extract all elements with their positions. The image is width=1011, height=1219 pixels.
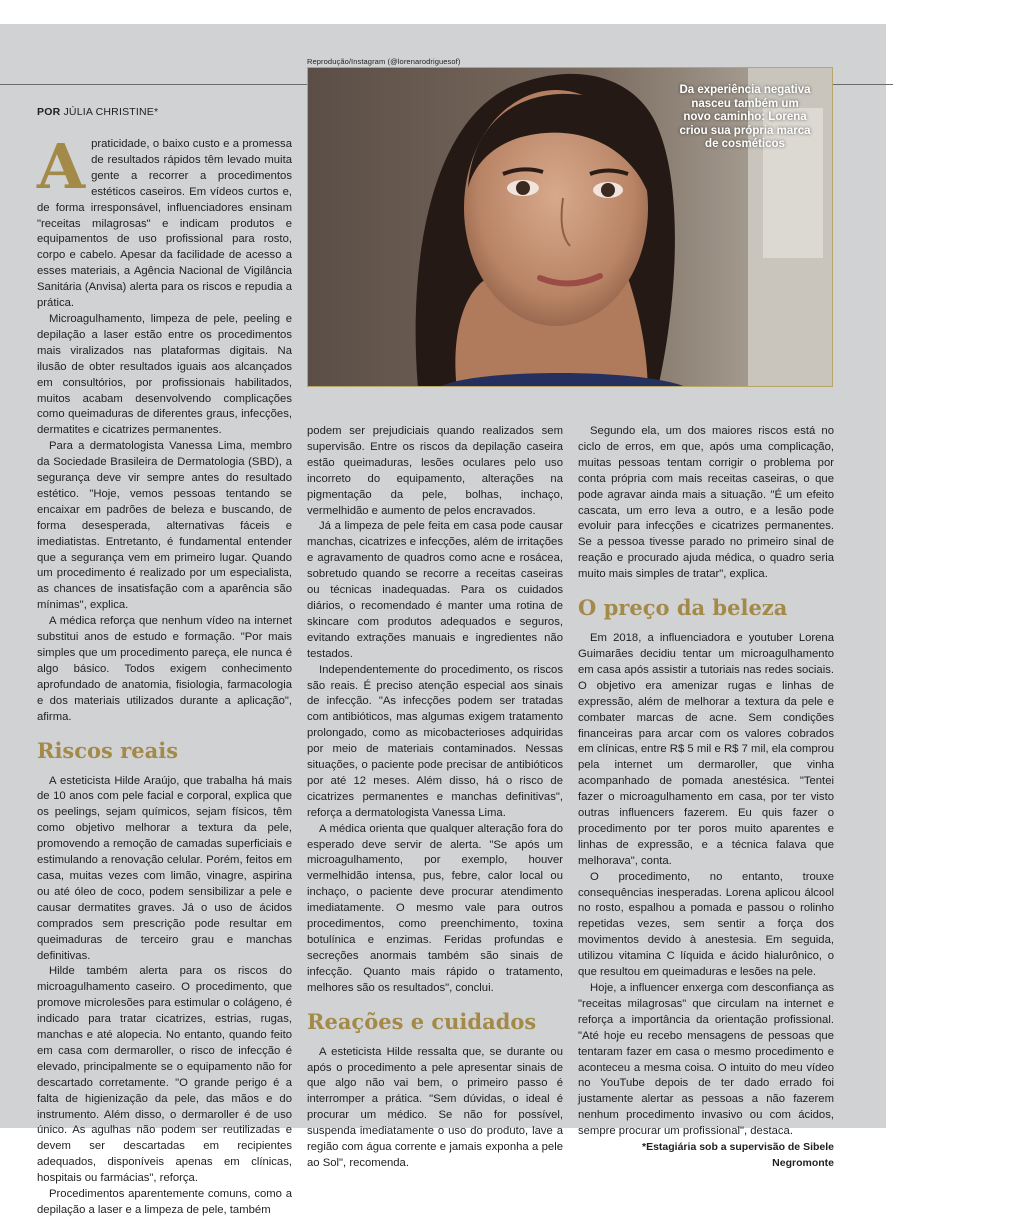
section-heading-preco: O preço da beleza — [578, 595, 788, 621]
paragraph: A esteticista Hilde Araújo, que trabalha há mais de 10 anos com pele facial e corporal, explica que os peelings, sejam químicos, sejam físicos, têm como objetivo melhorar a textura da pele, promovendo a remoção de camadas superficiais e estimulando a renovação celular. Porém, feitos em casa, muitas vezes com limão, vinagre, aspirina ou até óleo de coco, podem sensibilizar a pele e causar dermatites graves. Já o uso de ácidos comprados sem prescrição pode resultar em queimaduras de terceiro grau e manchas definitivas. — [37, 774, 292, 962]
photo-caption: Da experiência negativa nasceu também um novo caminho: Lorena criou sua própria marca de cosméticos — [679, 84, 811, 150]
paragraph: O procedimento, no entanto, trouxe consequências inesperadas. Lorena aplicou álcool no rosto, espalhou a pomada e passou o rolinho repetidas vezes, sem sentir a força dos movimentos devido à anestesia. Em seguida, utilizou vitamina C líquida e ácido hialurônico, o que resultou em queimaduras e lesões na pele. — [578, 870, 834, 979]
paragraph: Microagulhamento, limpeza de pele, peeling e depilação a laser estão entre os procedimentos mais viralizados nas plataformas digitais. Na ilusão de obter resultados iguais aos alcançados em consultórios, por profissionais habilitados, muitos acabam desenvolvendo complicações como queimaduras de diferentes graus, infecções, dermatites e cicatrizes permanentes. — [37, 312, 292, 437]
section-heading-reacoes: Reações e cuidados — [307, 1008, 537, 1034]
top-rule-right — [833, 84, 893, 85]
byline-name: JÚLIA CHRISTINE* — [63, 106, 159, 118]
paragraph: Em 2018, a influenciadora e youtuber Lorena Guimarães decidiu tentar um microagulhamento em casa após assistir a tutoriais nas redes sociais. O objetivo era amenizar rugas e linhas de expressão, além de melhorar a textura da pele e combater marcas de acne. Sem condições financeiras para arcar com os valores cobrados em clínicas, entre R$ 5 mil e R$ 7 mil, ela comprou pela internet um dermaroller, que vinha acompanhado de pomada anestésica. "Tentei fazer o microagulhamento em casa, por ter visto outras influencers fazerem. Eu quis fazer o procedimento por ter poros muito aparentes e linhas de expressão, e a técnica falava que melhorava", conta. — [578, 632, 834, 867]
lead-text: praticidade, o baixo custo e a promessa de resultados rápidos têm levado muita gente a recorrer a procedimentos estéticos caseiros. Em vídeos curtos e, de forma irresponsável, influenciadores ensinam "receitas milagrosas" e indicam produtos e equipamentos de uso profissional para rosto, corpo e cabelo. Apesar da facilidade de acesso a esses materiais, a Agência Nacional de Vigilância Sanitária (Anvisa) alerta para os riscos e repudia a prática. — [37, 138, 292, 310]
drop-cap: A — [37, 130, 86, 203]
byline — [37, 106, 158, 118]
paragraph: Hilde também alerta para os riscos do microagulhamento caseiro. O procedimento, que promove microlesões para estimular o colágeno, é indicado para tratar cicatrizes, estrias, rugas, manchas e até alopecia. No entanto, quando feito em casa com dermaroller, o risco de infecção é elevado, principalmente se o equipamento não for descartado corretamente. "O grande perigo é a falta de higienização da pele, das mãos e do instrumento. Além disso, o dermaroller é de uso único. As agulhas não podem ser reutilizadas e devem ser descartadas em recipientes adequados, disponíveis apenas em clínicas, hospitais ou farmácias", reforça. — [37, 965, 292, 1185]
paragraph: Segundo ela, um dos maiores riscos está no ciclo de erros, em que, após uma complicação, muitas pessoas tentam corrigir o problema por conta própria com mais receitas caseiras, o que pode agravar ainda mais a situação. "É um efeito cascata, um erro leva a outro, e a lesão pode evoluir para infecções e cicatrizes permanentes. Se a pessoa tivesse parado no primeiro sinal de reação e procurado ajuda médica, o quadro seria muito mais simples de tratar", explica. — [578, 425, 834, 581]
lead-paragraph — [37, 130, 292, 312]
article-column-3 — [578, 424, 834, 1172]
photo-credit: Reprodução/Instagram (@lorenarodriguesof) — [307, 57, 461, 66]
paragraph: Procedimentos aparentemente comuns, como a depilação a laser e a limpeza de pele, também — [37, 1188, 292, 1216]
paragraph: A médica orienta que qualquer alteração fora do esperado deve servir de alerta. "Se após um microagulhamento, por exemplo, houver vermelhidão intensa, pus, febre, calor local ou inchaço, o paciente deve procurar atendimento imediatamente. O mesmo vale para outros procedimentos, como preenchimento, toxina botulínica e enzimas. Feridas profundas e secreções anormais também são sinais de infecção. Quanto mais rápido o tratamento, melhores são os resultados", conclui. — [307, 822, 563, 994]
byline-prefix: POR — [37, 106, 61, 118]
article-column-2 — [307, 424, 563, 1172]
paragraph: A médica reforça que nenhum vídeo na internet substitui anos de estudo e formação. "Por mais simples que um procedimento pareça, ele nunca é algo básico. Todos exigem conhecimento aprofundado de anatomia, fisiologia, farmacologia e dos materiais utilizados durante a aplicação", afirma. — [37, 615, 292, 723]
paragraph: podem ser prejudiciais quando realizados sem supervisão. Entre os riscos da depilação caseira estão queimaduras, lesões oculares pelo uso incorreto do equipamento, alterações na pigmentação da pele, bolhas, inchaço, vermelhidão e aumento de pelos encravados. — [307, 425, 563, 517]
paragraph: Hoje, a influencer enxerga com desconfiança as "receitas milagrosas" que circulam na internet e reforça a importância da orientação profissional. "Até hoje eu recebo mensagens de pessoas que tentaram fazer em casa o mesmo procedimento e aconteceu a mesma coisa. O intuito do meu vídeo no YouTube depois de ter dado errado foi justamente alertar as pessoas a não fazerem nenhum procedimento invasivo ou com ácidos, sempre procurar um profissional", destaca. — [578, 982, 834, 1138]
section-heading-riscos: Riscos reais — [37, 737, 179, 763]
author-note: *Estagiária sob a supervisão de Sibele Negromonte — [642, 1141, 834, 1169]
paragraph: Já a limpeza de pele feita em casa pode causar manchas, cicatrizes e infecções, além de irritações e agravamento de quadros como acne e rosácea, sobretudo quando se recorre a receitas caseiras ou técnicas inadequadas. Para os cuidados diários, o recomendado é manter uma rotina de skincare com produtos adequados e seguros, evitando extrações manuais e ingredientes não testados. — [307, 520, 563, 660]
article-column-1 — [37, 130, 292, 1219]
paragraph: Independentemente do procedimento, os riscos são reais. É preciso atenção especial aos sinais de infecção. "As infecções podem ser tratadas com antibióticos, mas algumas exigem tratamento prolongado, como as micobacterioses adquiridas por meio de materiais contaminados. Nessas situações, o paciente pode precisar de antibióticos por até 12 meses. Além disso, há o risco de cicatrizes permanentes e manchas definitivas", reforça a dermatologista Vanessa Lima. — [307, 663, 563, 819]
paragraph: A esteticista Hilde ressalta que, se durante ou após o procedimento a pele apresentar sinais de que algo não vai bem, o primeiro passo é interromper a prática. "Sem dúvidas, o ideal é procurar um médico. Se não for possível, suspenda imediatamente o uso do produto, lave a região com água corrente e jamais exponha a pele ao Sol", recomenda. — [307, 1045, 563, 1169]
paragraph: Para a dermatologista Vanessa Lima, membro da Sociedade Brasileira de Dermatologia (SBD), a segurança deve vir sempre antes do resultado estético. "Hoje, vemos pessoas tentando se encaixar em padrões de beleza e buscando, de forma desesperada, alternativas fáceis e imediatistas. Entretanto, é fundamental entender que a segurança vem em primeiro lugar. Quando um procedimento é realizado por um especialista, as chances de insatisfação com a aparência são mínimas", explica. — [37, 440, 292, 612]
